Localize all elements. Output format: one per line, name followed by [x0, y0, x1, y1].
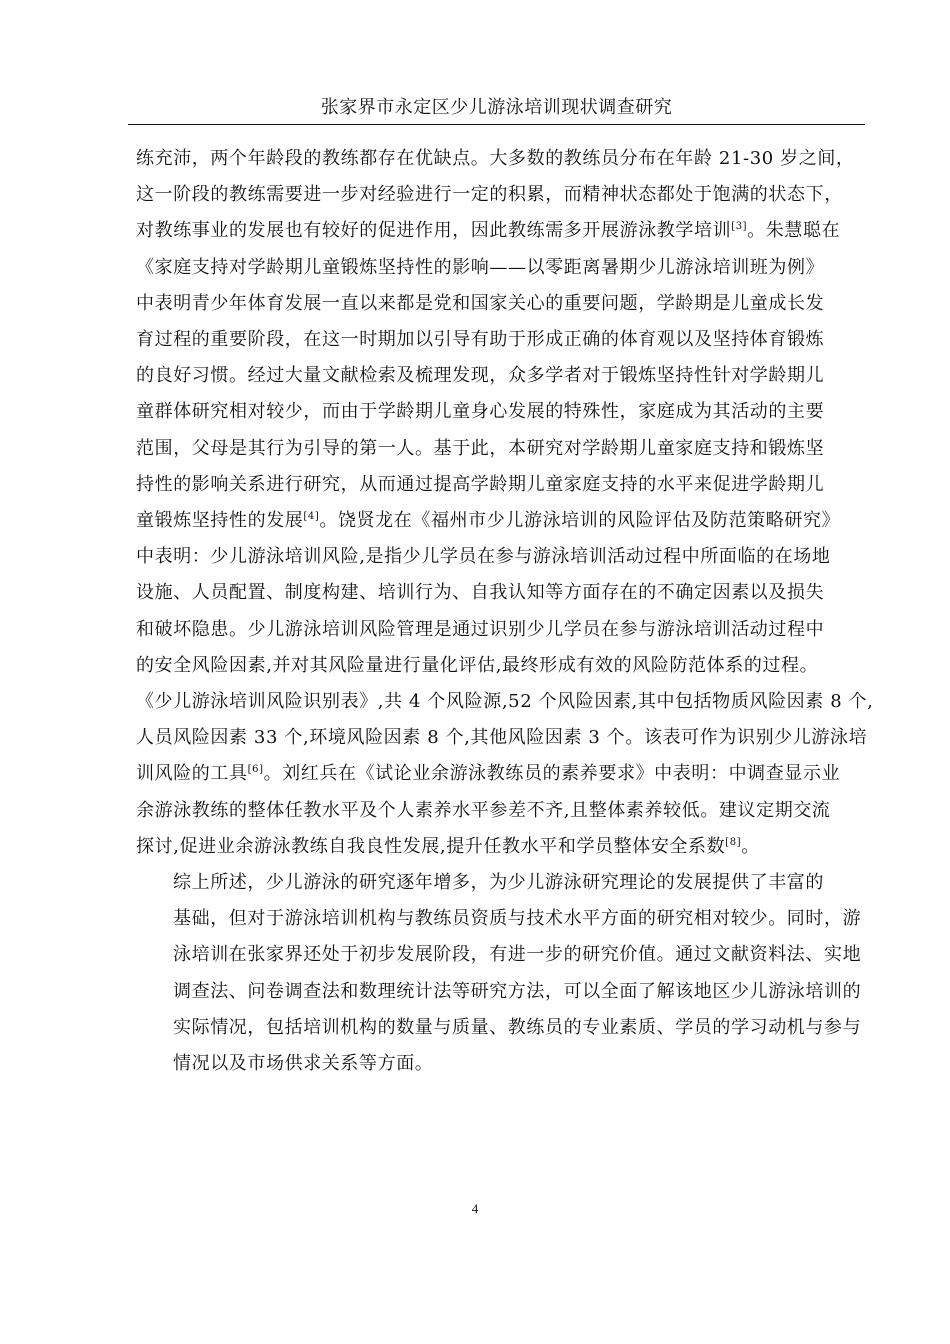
- citation-marker: [4]: [303, 511, 320, 523]
- text-line: 综上所述，少儿游泳的研究逐年增多，为少儿游泳研究理论的发展提供了丰富的: [173, 872, 824, 894]
- text-line: 对教练事业的发展也有较好的促进作用，因此教练需多开展游泳教学培训[3]。朱慧聪在: [136, 220, 841, 242]
- text-line: 人员风险因素 33 个,环境风险因素 8 个,其他风险因素 3 个。该表可作为识别少儿游泳培: [136, 727, 868, 749]
- text-line: 情况以及市场供求关系等方面。: [173, 1053, 434, 1075]
- text-line: 的良好习惯。经过大量文献检索及梳理发现，众多学者对于锻炼坚持性针对学龄期儿: [136, 365, 825, 387]
- text-line: 童锻炼坚持性的发展[4]。饶贤龙在《福州市少儿游泳培训的风险评估及防范策略研究》: [136, 510, 841, 532]
- body-text: [136, 141, 874, 1082]
- citation-marker: [6]: [247, 764, 264, 776]
- citation-marker: [8]: [725, 836, 742, 848]
- text-line: 中表明青少年体育发展一直以来都是党和国家关心的重要问题，学龄期是儿童成长发: [136, 292, 825, 314]
- text-line: 设施、人员配置、制度构建、培训行为、自我认知等方面存在的不确定因素以及损失: [136, 582, 825, 604]
- text-line: 童群体研究相对较少，而由于学龄期儿童身心发展的特殊性，家庭成为其活动的主要: [136, 401, 825, 423]
- text-line: 《家庭支持对学龄期儿童锻炼坚持性的影响——以零距离暑期少儿游泳培训班为例》: [136, 256, 825, 278]
- text-line: 这一阶段的教练需要进一步对经验进行一定的积累，而精神状态都处于饱满的状态下，: [136, 184, 843, 206]
- text-line: 持性的影响关系进行研究，从而通过提高学龄期儿童家庭支持的水平来促进学龄期儿: [136, 473, 825, 495]
- text-line: 育过程的重要阶段，在这一时期加以引导有助于形成正确的体育观以及坚持体育锻炼: [136, 329, 825, 351]
- text-line: 的安全风险因素,并对其风险量进行量化评估,最终形成有效的风险防范体系的过程。: [136, 654, 819, 676]
- header-divider: [128, 124, 865, 125]
- paragraph: [136, 141, 874, 865]
- paragraph: [136, 865, 860, 1082]
- citation-marker: [3]: [731, 221, 748, 233]
- text-line: 实际情况，包括培训机构的数量与质量、教练员的专业素质、学员的学习动机与参与: [173, 1016, 862, 1038]
- text-line: 中表明：少儿游泳培训风险,是指少儿学员在参与游泳培训活动过程中所面临的在场地: [136, 546, 831, 568]
- text-line: 范围，父母是其行为引导的第一人。基于此，本研究对学龄期儿童家庭支持和锻炼坚: [136, 437, 825, 459]
- text-line: 调查法、问卷调查法和数理统计法等研究方法，可以全面了解该地区少儿游泳培训的: [173, 980, 862, 1002]
- page-number: 4: [471, 1201, 479, 1216]
- text-line: 《少儿游泳培训风险识别表》,共 4 个风险源,52 个风险因素,其中包括物质风险因素 8 个,: [136, 691, 874, 713]
- text-line: 练充沛，两个年龄段的教练都存在优缺点。大多数的教练员分布在年龄 21-30 岁之间，: [136, 148, 855, 169]
- text-line: 余游泳教练的整体任教水平及个人素养水平参差不齐,且整体素养较低。建议定期交流: [136, 799, 831, 821]
- text-line: 和破坏隐患。少儿游泳培训风险管理是通过识别少儿学员在参与游泳培训活动过程中: [136, 618, 825, 640]
- text-line: 探讨,促进业余游泳教练自我良性发展,提升任教水平和学员整体安全系数[8]。: [136, 835, 760, 857]
- running-header-title: 张家界市永定区少儿游泳培训现状调查研究: [320, 97, 673, 118]
- text-line: 训风险的工具[6]。刘红兵在《试论业余游泳教练员的素养要求》中表明：中调查显示业: [136, 763, 841, 785]
- text-line: 基础，但对于游泳培训机构与教练员资质与技术水平方面的研究相对较少。同时，游: [173, 908, 862, 930]
- text-line: 泳培训在张家界还处于初步发展阶段，有进一步的研究价值。通过文献资料法、实地: [173, 944, 862, 966]
